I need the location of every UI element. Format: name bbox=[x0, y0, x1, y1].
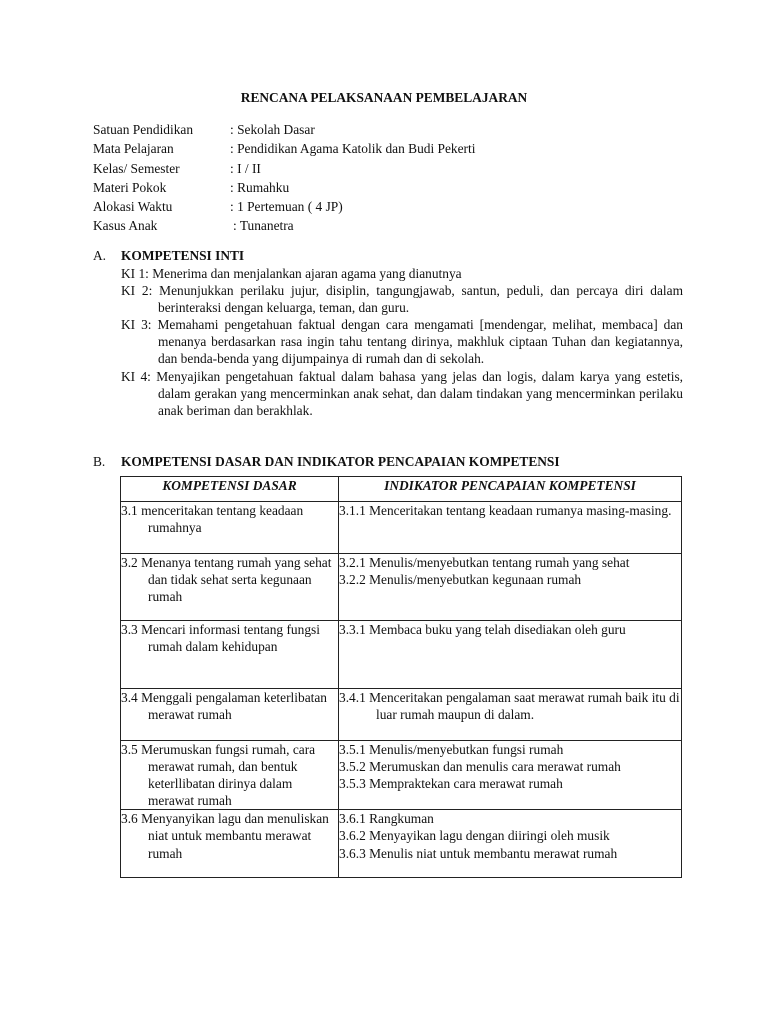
indicator-text: 3.2.2 Menulis/menyebutkan kegunaan rumah bbox=[339, 572, 582, 588]
indicator-text: 3.1.1 Menceritakan tentang keadaan rumanya masing-masing. bbox=[339, 503, 672, 518]
indicator-cell bbox=[339, 689, 682, 741]
table-row bbox=[121, 741, 682, 810]
section-kompetensi-dasar bbox=[93, 452, 693, 471]
identity-label: Kelas/ Semester bbox=[93, 160, 180, 176]
identity-value: : Sekolah Dasar bbox=[230, 122, 315, 137]
indicator-text: 3.6.2 Menyayikan lagu dengan diiringi oleh musik bbox=[339, 828, 610, 844]
section-title: KOMPETENSI DASAR DAN INDIKATOR PENCAPAIAN KOMPETENSI bbox=[121, 454, 560, 469]
indicator-text: 3.6.1 Rangkuman bbox=[339, 811, 434, 827]
kd-cell bbox=[121, 554, 339, 621]
identity-row bbox=[93, 120, 475, 139]
identity-value: : I / II bbox=[230, 160, 261, 176]
indicator-cell bbox=[339, 810, 682, 878]
identity-label: Kasus Anak bbox=[93, 218, 158, 234]
section-kompetensi-inti bbox=[93, 246, 683, 419]
table-row bbox=[121, 621, 682, 689]
identity-row bbox=[93, 159, 475, 178]
competency-table bbox=[120, 476, 682, 878]
indicator-text: 3.4.1 Menceritakan pengalaman saat merawat rumah baik itu di luar rumah maupun di dalam. bbox=[339, 690, 680, 723]
identity-row bbox=[93, 216, 475, 235]
ki-item bbox=[121, 316, 683, 367]
indicator-cell bbox=[339, 741, 682, 810]
ki-label: KI 1: bbox=[121, 266, 149, 281]
section-heading bbox=[93, 452, 693, 471]
section-letter: B. bbox=[93, 454, 106, 469]
section-title: KOMPETENSI INTI bbox=[121, 248, 245, 263]
ki-label: KI 3: bbox=[121, 317, 152, 333]
kd-text: 3.3 Mencari informasi tentang fungsi rumah dalam kehidupan bbox=[121, 622, 320, 655]
kd-cell bbox=[121, 741, 339, 810]
ki-text: Menunjukkan perilaku jujur, disiplin, tangungjawab, santun, peduli, dan percaya diri dalam berinteraksi dengan keluarga, teman, dan guru. bbox=[158, 283, 683, 316]
indicator-text: 3.6.3 Menulis niat untuk membantu merawat rumah bbox=[339, 845, 618, 861]
identity-value: : Pendidikan Agama Katolik dan Budi Pekerti bbox=[230, 141, 476, 157]
identity-value: : Rumahku bbox=[230, 179, 290, 195]
identity-row bbox=[93, 178, 475, 197]
page-title: RENCANA PELAKSANAAN PEMBELAJARAN bbox=[240, 90, 528, 105]
identity-label: Satuan Pendidikan bbox=[93, 122, 194, 137]
ki-label: KI 2: bbox=[121, 283, 153, 299]
ki-item bbox=[121, 265, 683, 282]
header-indikator: INDIKATOR PENCAPAIAN KOMPETENSI bbox=[339, 477, 682, 502]
ki-list bbox=[121, 265, 683, 419]
kd-text: 3.4 Menggali pengalaman keterlibatan merawat rumah bbox=[121, 690, 327, 723]
ki-label: KI 4: bbox=[121, 368, 151, 384]
ki-text: Menyajikan pengetahuan faktual dalam bahasa yang jelas dan logis, dalam karya yang estetis, dalam gerakan yang mencerminkan anak sehat, dan dalam tindakan yang mencerminkan perilaku anak beriman dan berakhlak. bbox=[156, 368, 683, 418]
identity-label: Mata Pelajaran bbox=[93, 141, 174, 157]
table-row bbox=[121, 554, 682, 621]
identity-label: Materi Pokok bbox=[93, 179, 167, 195]
indicator-cell bbox=[339, 621, 682, 689]
indicator-cell bbox=[339, 502, 682, 554]
header-kompetensi-dasar: KOMPETENSI DASAR bbox=[121, 477, 339, 502]
indicator-text: 3.5.1 Menulis/menyebutkan fungsi rumah bbox=[339, 742, 564, 757]
kd-text: 3.5 Merumuskan fungsi rumah, cara merawat rumah, dan bentuk keterllibatan dirinya dalam merawat rumah bbox=[121, 742, 316, 809]
section-letter: A. bbox=[93, 248, 107, 263]
kd-cell bbox=[121, 502, 339, 554]
kd-text: 3.1 menceritakan tentang keadaan rumahnya bbox=[121, 503, 304, 536]
kd-text: 3.6 Menyanyikan lagu dan menuliskan niat untuk membantu merawat rumah bbox=[121, 811, 329, 861]
identity-row bbox=[93, 197, 475, 216]
table-row bbox=[121, 502, 682, 554]
table-row bbox=[121, 810, 682, 878]
kd-cell bbox=[121, 621, 339, 689]
indicator-text: 3.5.3 Mempraktekan cara merawat rumah bbox=[339, 776, 563, 792]
identity-value: : Tunanetra bbox=[233, 218, 294, 234]
ki-item bbox=[121, 368, 683, 419]
section-heading bbox=[93, 246, 683, 265]
indicator-text: 3.5.2 Merumuskan dan menulis cara merawat rumah bbox=[339, 759, 621, 775]
ki-text: Menerima dan menjalankan ajaran agama yang dianutnya bbox=[152, 266, 462, 281]
indicator-cell bbox=[339, 554, 682, 621]
kd-cell bbox=[121, 810, 339, 878]
kd-cell bbox=[121, 689, 339, 741]
ki-item bbox=[121, 282, 683, 316]
kd-text: 3.2 Menanya tentang rumah yang sehat dan tidak sehat serta kegunaan rumah bbox=[121, 555, 332, 605]
table-row bbox=[121, 689, 682, 741]
identity-label: Alokasi Waktu bbox=[93, 199, 173, 215]
indicator-text: 3.3.1 Membaca buku yang telah disediakan oleh guru bbox=[339, 622, 626, 637]
identity-value: : 1 Pertemuan ( 4 JP) bbox=[230, 199, 343, 215]
table-header-row bbox=[121, 477, 682, 502]
indicator-text: 3.2.1 Menulis/menyebutkan tentang rumah yang sehat bbox=[339, 555, 630, 570]
ki-text: Memahami pengetahuan faktual dengan cara mengamati [mendengar, melihat, membaca] dan menanya berdasarkan rasa ingin tahu tentang dirinya, makhluk ciptaan Tuhan dan kegiatannya, dan benda-benda yang dijumpainya di rumah dan di sekolah. bbox=[157, 317, 683, 367]
identity-block bbox=[93, 120, 475, 236]
identity-row bbox=[93, 139, 475, 158]
